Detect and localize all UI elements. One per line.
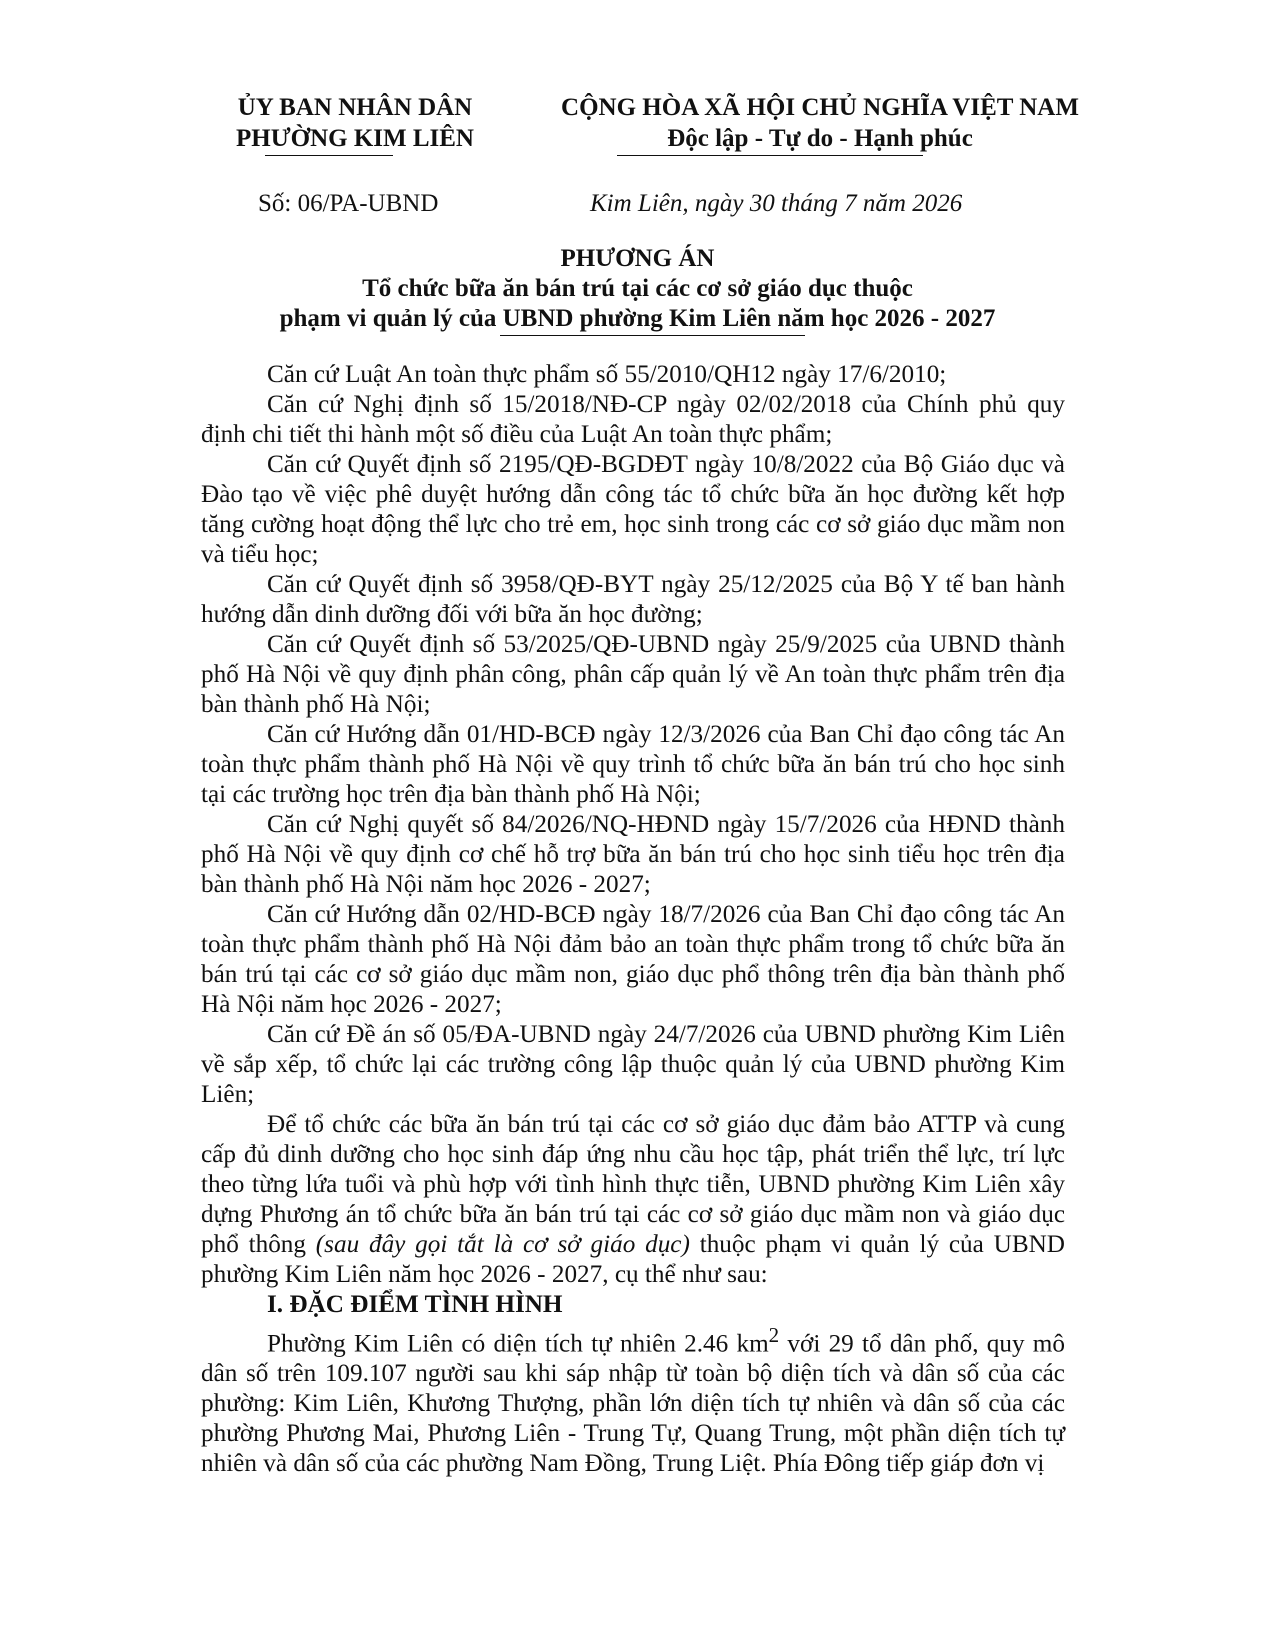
motto-underline bbox=[617, 155, 923, 156]
title-underline bbox=[500, 335, 805, 336]
agency-line-1: ỦY BAN NHÂN DÂN bbox=[237, 94, 473, 121]
basis-paragraph-5: Căn cứ Quyết định số 53/2025/QĐ-UBND ngày 25/9/2025 của UBND thành phố Hà Nội về quy định phân công, phân cấp quản lý về An toàn thực phẩm trên địa bàn thành phố Hà Nội; bbox=[201, 631, 1065, 718]
agency-underline bbox=[265, 155, 393, 156]
agency-line-2: PHƯỜNG KIM LIÊN bbox=[236, 125, 474, 152]
motto-line: Độc lập - Tự do - Hạnh phúc bbox=[667, 125, 973, 152]
section-1-text-end: với 29 tổ dân phố, quy mô dân số trên 109.107 người sau khi sáp nhập từ toàn bộ diện tích và dân số của các phường: Kim Liên, Khương Thượng, phần lớn diện tích tự nhiên và dân số của các phường Phương Mai, Phương Liên - Trung Tự, Quang Trung, một phần diện tích tự nhiên và dân số của các phường Nam Đồng, Trung Liệt. Phía Đông tiếp giáp đơn vị bbox=[201, 1330, 1065, 1478]
basis-paragraph-1: Căn cứ Luật An toàn thực phẩm số 55/2010/QH12 ngày 17/6/2010; bbox=[267, 361, 947, 388]
basis-paragraph-2: Căn cứ Nghị định số 15/2018/NĐ-CP ngày 02/02/2018 của Chính phủ quy định chi tiết thi hành một số điều của Luật An toàn thực phẩm; bbox=[201, 391, 1065, 448]
purpose-text-start: Để tổ chức các bữa ăn bán trú tại các cơ sở giáo dục đảm bảo ATTP và cung cấp đủ dinh dưỡng cho học sinh đáp ứng nhu cầu học tập, phát triển thể lực, trí lực theo từng lứa tuổi và phù hợp với tình hình thực tiễn, UBND phường Kim Liên xây dựng Phương án tổ chức bữa ăn bán trú tại các cơ sở giáo dục mầm non và giáo dục phổ thông bbox=[201, 1111, 1065, 1258]
basis-paragraph-4: Căn cứ Quyết định số 3958/QĐ-BYT ngày 25/12/2025 của Bộ Y tế ban hành hướng dẫn dinh dưỡng đối với bữa ăn học đường; bbox=[201, 571, 1065, 628]
document-title bbox=[150, 244, 1125, 334]
place-and-date: Kim Liên, ngày 30 tháng 7 năm 2026 bbox=[590, 190, 963, 217]
agency-header bbox=[190, 92, 520, 154]
title-type: PHƯƠNG ÁN bbox=[560, 245, 715, 272]
purpose-italic-note: (sau đây gọi tắt là cơ sở giáo dục) bbox=[315, 1231, 690, 1258]
area-unit-superscript: 2 bbox=[768, 1323, 780, 1347]
section-1-text-start: Phường Kim Liên có diện tích tự nhiên 2.46 km bbox=[267, 1330, 769, 1358]
title-line-2: phạm vi quản lý của UBND phường Kim Liên năm học 2026 - 2027 bbox=[279, 305, 996, 332]
section-1-paragraph bbox=[201, 1320, 1065, 1479]
basis-paragraph-8: Căn cứ Hướng dẫn 02/HD-BCĐ ngày 18/7/2026 của Ban Chỉ đạo công tác An toàn thực phẩm thành phố Hà Nội đảm bảo an toàn thực phẩm trong tổ chức bữa ăn bán trú tại các cơ sở giáo dục mầm non, giáo dục phổ thông trên địa bàn thành phố Hà Nội năm học 2026 - 2027; bbox=[201, 901, 1065, 1018]
basis-paragraph-6: Căn cứ Hướng dẫn 01/HD-BCĐ ngày 12/3/2026 của Ban Chỉ đạo công tác An toàn thực phẩm thành phố Hà Nội về quy trình tổ chức bữa ăn bán trú cho học sinh tại các trường học trên địa bàn thành phố Hà Nội; bbox=[201, 721, 1065, 808]
document-number: Số: 06/PA-UBND bbox=[258, 190, 439, 217]
nation-header bbox=[515, 92, 1125, 154]
purpose-text-end: thuộc phạm vi quản lý của UBND phường Kim Liên năm học 2026 - 2027, cụ thể như sau: bbox=[201, 1231, 1065, 1288]
basis-paragraph-9: Căn cứ Đề án số 05/ĐA-UBND ngày 24/7/2026 của UBND phường Kim Liên về sắp xếp, tổ chức lại các trường công lập thuộc quản lý của UBND phường Kim Liên; bbox=[201, 1021, 1065, 1108]
section-1-heading: I. ĐẶC ĐIỂM TÌNH HÌNH bbox=[267, 1291, 563, 1318]
basis-paragraph-7: Căn cứ Nghị quyết số 84/2026/NQ-HĐND ngày 15/7/2026 của HĐND thành phố Hà Nội về quy định cơ chế hỗ trợ bữa ăn bán trú cho học sinh tiểu học trên địa bàn thành phố Hà Nội năm học 2026 - 2027; bbox=[201, 811, 1065, 898]
document-body bbox=[201, 360, 1065, 1479]
purpose-paragraph bbox=[201, 1110, 1065, 1290]
nation-line-1: CỘNG HÒA XÃ HỘI CHỦ NGHĨA VIỆT NAM bbox=[561, 94, 1079, 121]
basis-paragraph-3: Căn cứ Quyết định số 2195/QĐ-BGDĐT ngày 10/8/2022 của Bộ Giáo dục và Đào tạo về việc phê duyệt hướng dẫn công tác tổ chức bữa ăn học đường kết hợp tăng cường hoạt động thể lực cho trẻ em, học sinh trong các cơ sở giáo dục mầm non và tiểu học; bbox=[201, 451, 1065, 568]
title-line-1: Tổ chức bữa ăn bán trú tại các cơ sở giáo dục thuộc bbox=[362, 275, 913, 302]
